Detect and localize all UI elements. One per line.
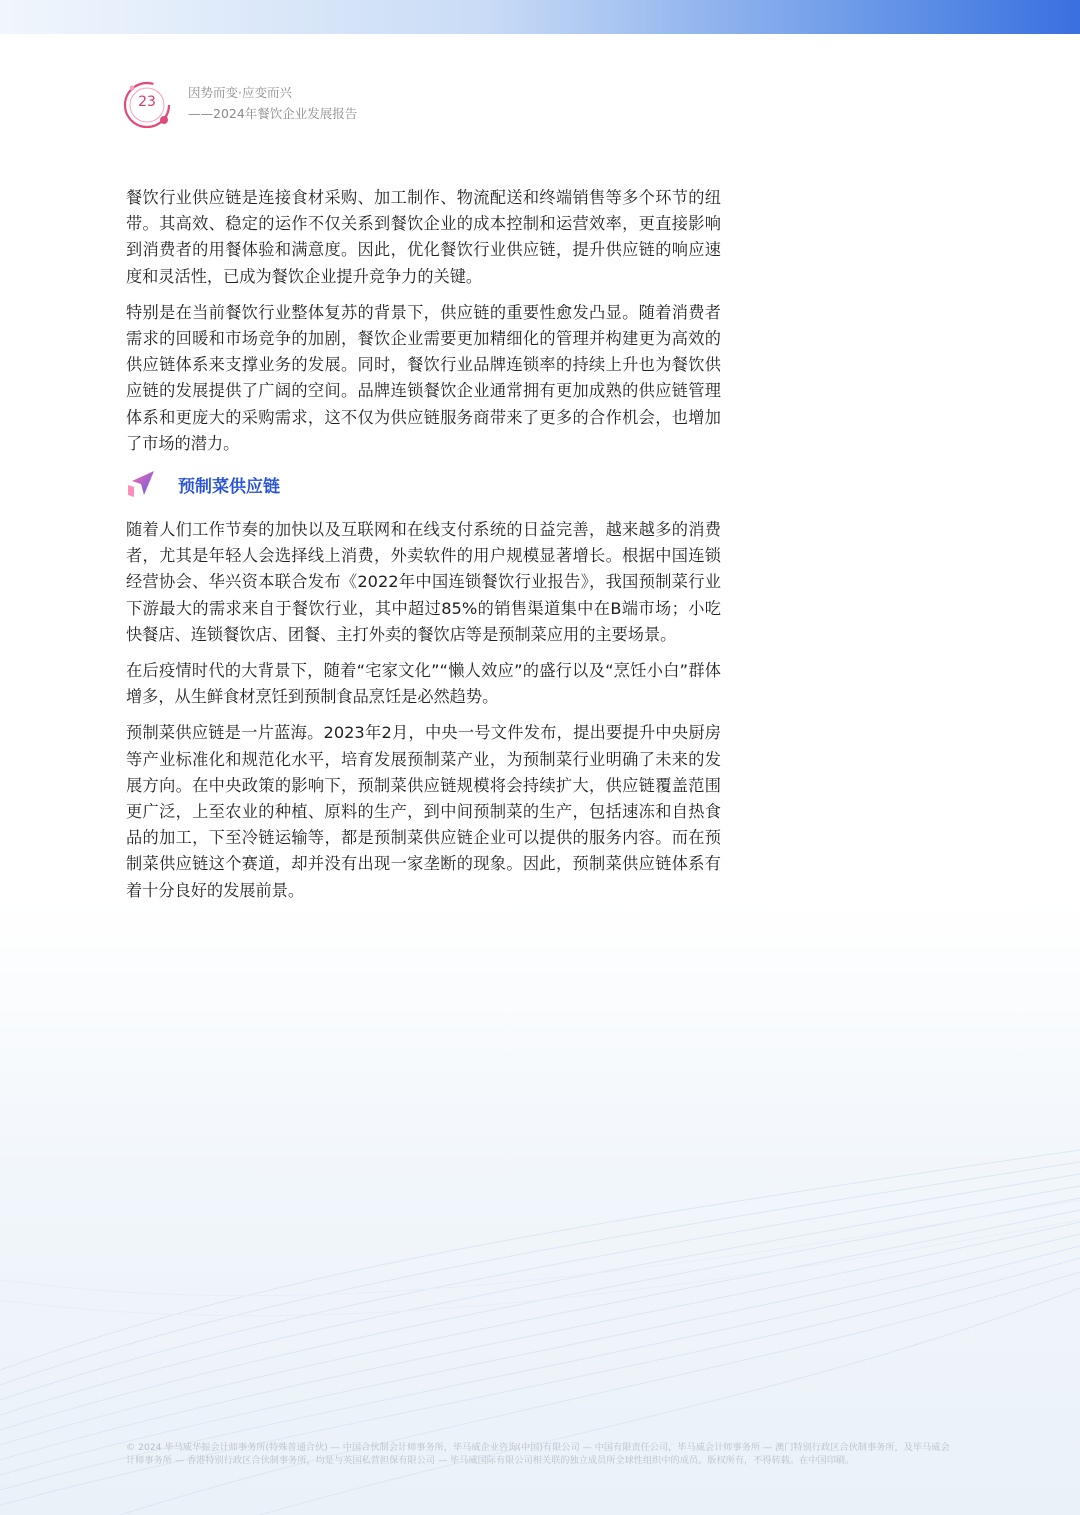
paragraph-post-pandemic-trend: 在后疫情时代的大背景下，随着“宅家文化”“懒人效应”的盛行以及“烹饪小白”群体增多，从生鲜食材烹饪到预制食品烹饪是必然趋势。 <box>126 661 721 707</box>
flag-arrow-icon <box>126 469 156 499</box>
main-content <box>126 185 721 914</box>
paragraph-prepared-food-demand: 随着人们工作节奏的加快以及互联网和在线支付系统的日益完善，越来越多的消费者，尤其是年轻人会选择线上消费，外卖软件的用户规模显著增长。根据中国连锁经营协会、华兴资本联合发布《2022年中国连锁餐饮行业报告》，我国预制菜行业下游最大的需求来自于餐饮行业，其中超过85%的销售渠道集中在B端市场；小吃快餐店、连锁餐饮店、团餐、主打外卖的餐饮店等是预制菜应用的主要场景。 <box>126 520 721 644</box>
page-number: 23 <box>138 94 156 110</box>
section-title: 预制菜供应链 <box>178 476 280 497</box>
page-header <box>120 78 520 134</box>
copyright-footer: © 2024 毕马威华振会计师事务所(特殊普通合伙) — 中国合伙制会计师事务所，毕马威企业咨询(中国)有限公司 — 中国有限责任公司，毕马威会计师事务所 — 澳门特别行政区合伙制事务所，及毕马威会计师事务所 — 香港特别行政区合伙制事务所，均是与英国私营担保有限公司 — 毕马威国际有限公司相关联的独立成员所全球性组织中的成员。版权所有，不得转载。在中国印刷。 <box>126 1442 950 1466</box>
paragraph-supply-chain-intro: 餐饮行业供应链是连接食材采购、加工制作、物流配送和终端销售等多个环节的纽带。其高效、稳定的运作不仅关系到餐饮企业的成本控制和运营效率，更直接影响到消费者的用餐体验和满意度。因此，优化餐饮行业供应链，提升供应链的响应速度和灵活性，已成为餐饮企业提升竞争力的关键。 <box>126 188 721 286</box>
background-wave-decoration <box>0 900 1080 1515</box>
paragraph-blue-ocean: 预制菜供应链是一片蓝海。2023年2月，中央一号文件发布，提出要提升中央厨房等产业标准化和规范化水平，培育发展预制菜产业，为预制菜行业明确了未来的发展方向。在中央政策的影响下，预制菜供应链规模将会持续扩大，供应链覆盖范围更广泛，上至农业的种植、原料的生产，到中间预制菜的生产，包括速冻和自热食品的加工，下至冷链运输等，都是预制菜供应链企业可以提供的服务内容。而在预制菜供应链这个赛道，却并没有出现一家垄断的现象。因此，预制菜供应链体系有着十分良好的发展前景。 <box>126 723 721 900</box>
report-slogan: 因势而变·应变而兴 <box>188 85 292 100</box>
report-title: ——2024年餐饮企业发展报告 <box>188 106 358 121</box>
top-accent-bar <box>0 0 1080 34</box>
paragraph-supply-chain-recovery: 特别是在当前餐饮行业整体复苏的背景下，供应链的重要性愈发凸显。随着消费者需求的回暖和市场竞争的加剧，餐饮企业需要更加精细化的管理并构建更为高效的供应链体系来支撑业务的发展。同时，餐饮行业品牌连锁率的持续上升也为餐饮供应链的发展提供了广阔的空间。品牌连锁餐饮企业通常拥有更加成熟的供应链管理体系和更庞大的采购需求，这不仅为供应链服务商带来了更多的合作机会，也增加了市场的潜力。 <box>126 302 721 453</box>
section-heading <box>126 467 721 501</box>
